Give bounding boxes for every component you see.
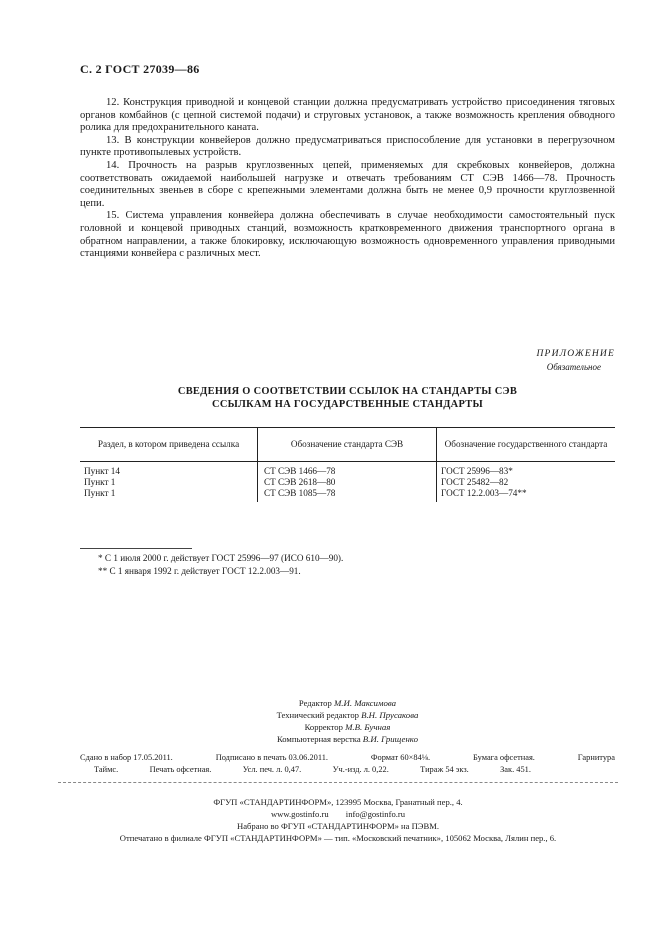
- table-cell: Пункт 14: [84, 466, 120, 476]
- footnote-2: ** С 1 января 1992 г. действует ГОСТ 12.2.003—91.: [98, 566, 301, 576]
- header-section: Раздел, в котором приведена ссылка: [97, 439, 240, 449]
- table-cell: СТ СЭВ 1085—78: [264, 488, 336, 498]
- table-title-line-1: СВЕДЕНИЯ О СООТВЕТСТВИИ ССЫЛОК НА СТАНДАРТЫ СЭВ: [177, 386, 518, 397]
- publisher-typeset: Набрано во ФГУП «СТАНДАРТИНФОРМ» на ПЭВМ.: [237, 821, 439, 831]
- table-cell: ГОСТ 25482—82: [441, 477, 509, 487]
- credit-line: Технический редактор В.Н. Прусакова: [276, 710, 419, 720]
- paragraph-13: 13. В конструкции конвейеров должно предусматриваться приспособление для установки в перегрузочном пункте противопылевых устройств.: [80, 134, 615, 159]
- table-title: [80, 385, 615, 411]
- table-cell: ГОСТ 12.2.003—74**: [441, 488, 527, 498]
- table-cell: Пункт 1: [84, 477, 116, 487]
- table-cell: СТ СЭВ 1466—78: [264, 466, 336, 476]
- page-header: С. 2 ГОСТ 27039—86: [80, 62, 200, 76]
- reference-table: [80, 427, 615, 502]
- column-section: [80, 462, 257, 502]
- publisher-address: ФГУП «СТАНДАРТИНФОРМ», 123995 Москва, Гранатный пер., 4.: [213, 797, 463, 807]
- publisher-web: www.gostinfo.ru info@gostinfo.ru: [270, 809, 406, 819]
- appendix-title: ПРИЛОЖЕНИЕ: [536, 349, 615, 359]
- body-text: [80, 97, 615, 261]
- publisher-printed: Отпечатано в филиале ФГУП «СТАНДАРТИНФОРМ» — тип. «Московский печатник», 105062 Москва, Лялин пер., 6.: [119, 833, 557, 843]
- appendix-label: [537, 348, 616, 374]
- footnote-1: * С 1 июля 2000 г. действует ГОСТ 25996—97 (ИСО 610—90).: [98, 553, 344, 563]
- column-state-standard: [437, 462, 615, 502]
- header-state-standard: Обозначение государственного стандарта: [444, 439, 608, 449]
- column-sev-standard: [257, 462, 437, 502]
- header-sev-standard: Обозначение стандарта СЭВ: [257, 428, 437, 461]
- publisher-info: [58, 796, 618, 844]
- footnote-divider: [80, 548, 192, 549]
- appendix-subtitle: Обязательное: [546, 362, 601, 372]
- table-title-line-2: ССЫЛКАМ НА ГОСУДАРСТВЕННЫЕ СТАНДАРТЫ: [212, 399, 483, 410]
- table-cell: Пункт 1: [84, 488, 116, 498]
- credit-line: Редактор М.И. Максимова: [298, 698, 397, 708]
- paragraph-12: 12. Конструкция приводной и концевой станции должна предусматривать устройство присоединения тяговых органов комбайнов (с цепной системой подачи) и струговых установок, а также возможность крепления обводного ролика для предохранительного каната.: [80, 97, 615, 134]
- paragraph-15: 15. Система управления конвейера должна обеспечивать в случае необходимости самостоятельный пуск головной и концевой приводных станций, возможность кратковременного движения транспортного органа в обратном направлении, а также блокировку, исключающую возможность одновременного управления приводными станциями конвейера с различных мест.: [80, 210, 615, 260]
- credit-line: Корректор М.В. Бучная: [304, 722, 391, 732]
- footnotes: [98, 552, 343, 578]
- credit-line: Компьютерная верстка В.И. Грищенко: [277, 734, 418, 744]
- table-header-row: [80, 427, 615, 462]
- paragraph-14: 14. Прочность на разрыв круглозвенных цепей, применяемых для скребковых конвейеров, должна соответствовать ожидаемой наибольшей нагрузке и отвечать требованиям СТ СЭВ 1466—78. Прочность соединительных звеньев в сборе с крепежными элементами должна быть не менее 0,9 прочности круглозвенной цепи.: [80, 159, 615, 209]
- table-body: [80, 462, 615, 502]
- imprint-row-2: Таймс. Печать офсетная. Усл. печ. л. 0,47. Уч.-изд. л. 0,22. Тираж 54 экз. Зак. 451.: [94, 765, 531, 774]
- table-cell: ГОСТ 25996—83*: [441, 466, 513, 476]
- imprint: [80, 752, 615, 776]
- table-cell: СТ СЭВ 2618—80: [264, 477, 336, 487]
- imprint-row-1: Сдано в набор 17.05.2011. Подписано в печать 03.06.2011. Формат 60×84⅛. Бумага офсетная. Гарнитура: [80, 753, 615, 762]
- imprint-divider: [58, 782, 618, 783]
- credits: [80, 697, 615, 745]
